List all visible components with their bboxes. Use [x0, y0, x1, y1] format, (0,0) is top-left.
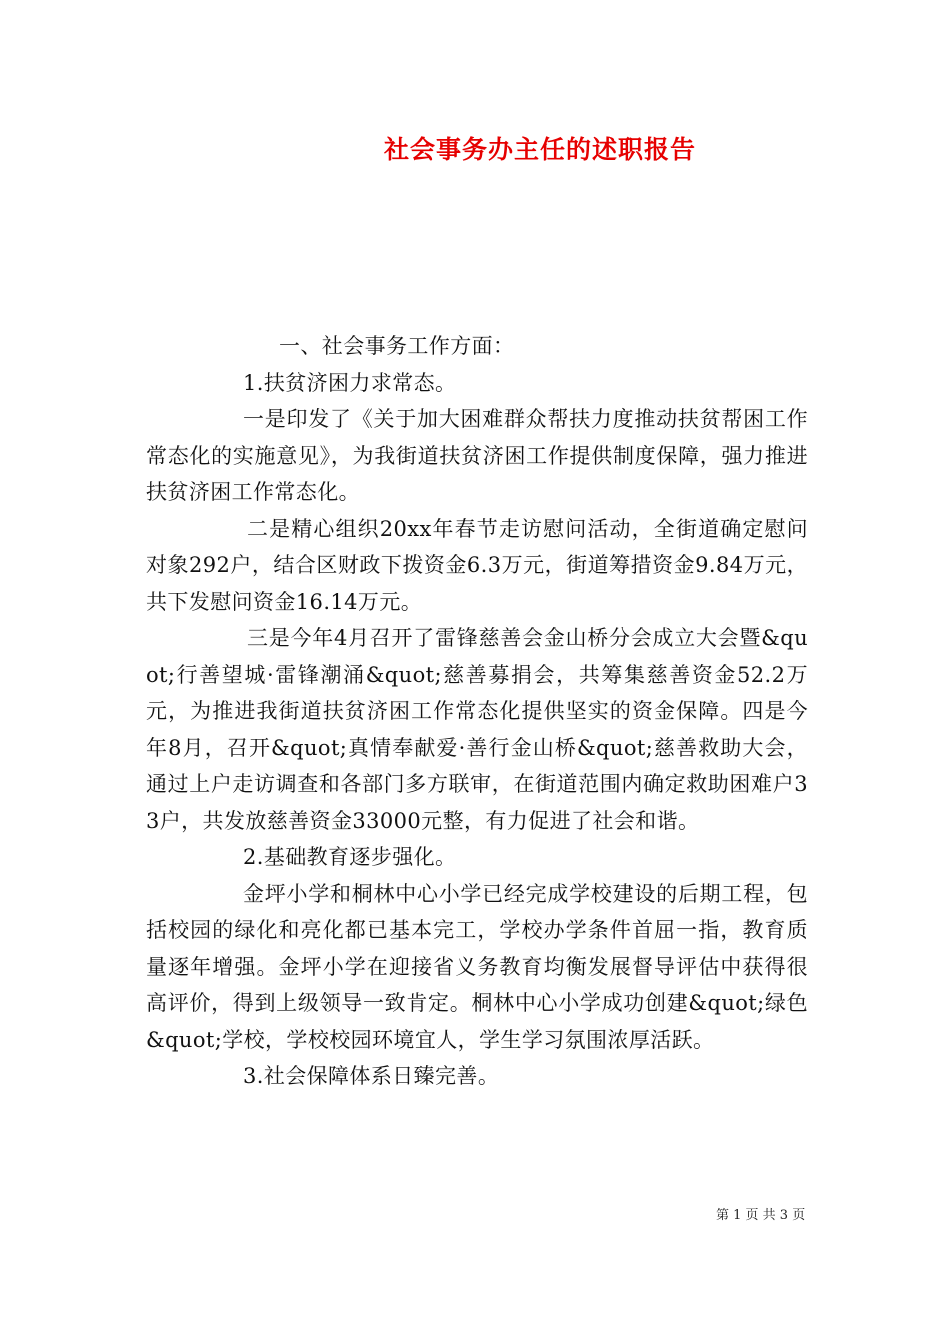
document-title: 社会事务办主任的述职报告 — [383, 135, 696, 164]
subsection-heading: 3.社会保障体系日臻完善。 — [243, 1064, 500, 1088]
body-paragraph: 金坪小学和桐林中心小学已经完成学校建设的后期工程，包括校园的绿化和亮化都已基本完工，学校办学条件首屈一指，教育质量逐年增强。金坪小学在迎接省义务教育均衡发展督导评估中获得很高评价，得到上级领导一致肯定。桐林中心小学成功创建&quot;绿色&quot;学校，学校校园环境宜人，学生学习氛围浓厚活跃。 — [146, 881, 808, 1052]
body-paragraph: 三是今年4月召开了雷锋慈善会金山桥分会成立大会暨&quot;行善望城·雷锋潮涌&quot;慈善募捐会，共筹集慈善资金52.2万元，为推进我街道扶贫济困工作常态化提供坚实的资金保障。四是今年8月，召开&quot;真情奉献爱·善行金山桥&quot;慈善救助大会，通过上户走访调查和各部门多方联审，在街道范围内确定救助困难户33户，共发放慈善资金33000元整，有力促进了社会和谐。 — [146, 626, 808, 833]
section-heading: 一、社会事务工作方面： — [279, 334, 515, 358]
subsection-heading: 1.扶贫济困力求常态。 — [243, 370, 457, 395]
body-paragraph: 一是印发了《关于加大困难群众帮扶力度推动扶贫帮困工作常态化的实施意见》，为我街道扶贫济困工作提供制度保障，强力推进扶贫济困工作常态化。 — [146, 407, 808, 504]
page-number-footer: 第 1 页 共 3 页 — [716, 1208, 806, 1223]
document-body — [146, 328, 808, 1095]
subsection-heading: 2.基础教育逐步强化。 — [243, 845, 457, 869]
body-paragraph: 二是精心组织20xx年春节走访慰问活动，全街道确定慰问对象292户，结合区财政下拨资金6.3万元，街道筹措资金9.84万元，共下发慰问资金16.14万元。 — [146, 516, 808, 614]
